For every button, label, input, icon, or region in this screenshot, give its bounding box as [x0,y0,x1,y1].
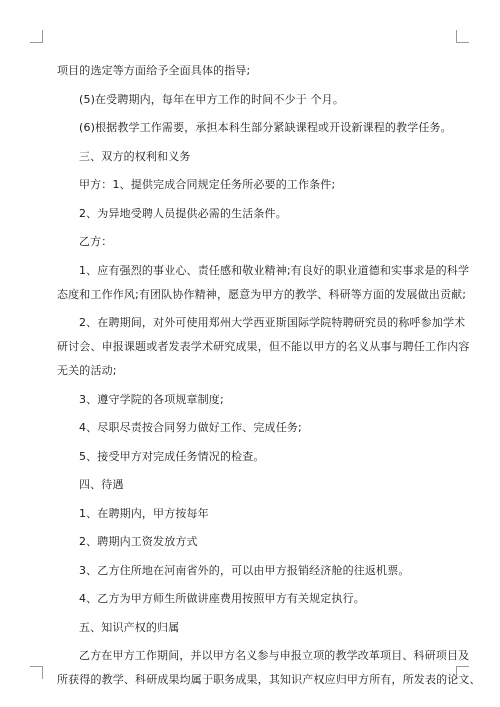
paragraph-line: 1、在聘期内，甲方按每年 [79,506,209,520]
paragraph-line: 2、聘期内工资发放方式 [79,535,198,548]
crop-mark-bottom-left [30,666,43,679]
paragraph-line: 3、乙方住所地在河南省外的，可以由甲方报销经济舱的往返机票。 [79,563,410,577]
paragraph-line: 4、乙方为甲方师生所做讲座费用按照甲方有关规定执行。 [79,592,365,605]
paragraph-line: 3、遵守学院的各项规章制度; [79,392,224,406]
paragraph-line: 甲方：1、提供完成合同规定任务所必要的工作条件; [79,178,336,191]
section-heading: 三、双方的权利和义务 [79,149,191,163]
paragraph-line: 5、接受甲方对完成任务情况的检查。 [79,449,265,463]
paragraph-line: (6)根据教学工作需要，承担本科生部分紧缺课程或开设新课程的教学任务。 [79,121,452,134]
paragraph-line: 2、为异地受聘人员提供必需的生活条件。 [79,206,287,220]
paragraph-line: (5)在受聘期内，每年在甲方工作的时间不少于 个月。 [79,92,344,106]
paragraph-line: 研讨会、申报课题或者发表学术研究成果，但不能以甲方的名义从事与聘任工作内容 [57,340,470,353]
crop-mark-top-left [30,30,43,43]
paragraph-line: 4、尽职尽责按合同努力做好工作、完成任务; [79,421,302,434]
paragraph-line: 所获得的教学、科研成果均属于职务成果，其知识产权应归甲方所有，所发表的论文、 [57,673,481,686]
paragraph-line: 态度和工作作风;有团队协作精神，愿意为甲方的教学、科研等方面的发展做出贡献; [57,287,467,301]
paragraph-line: 乙方在甲方工作期间，并以甲方名义参与申报立项的教学改革项目、科研项目及 [79,649,470,662]
paragraph-line: 项目的选定等方面给予全面具体的指导; [57,64,251,77]
paragraph-line: 无关的活动; [57,364,117,377]
section-heading: 五、知识产权的归属 [79,620,180,634]
document-body [57,56,481,687]
crop-mark-top-right [456,30,469,43]
paragraph-line: 1、应有强烈的事业心、责任感和敬业精神;有良好的职业道德和实事求是的科学 [79,263,470,277]
section-heading: 四、待遇 [79,478,124,491]
paragraph-line: 2、在聘期间，对外可使用郑州大学西亚斯国际学院特聘研究员的称呼参加学术 [79,316,466,329]
paragraph-line: 乙方： [79,235,113,248]
